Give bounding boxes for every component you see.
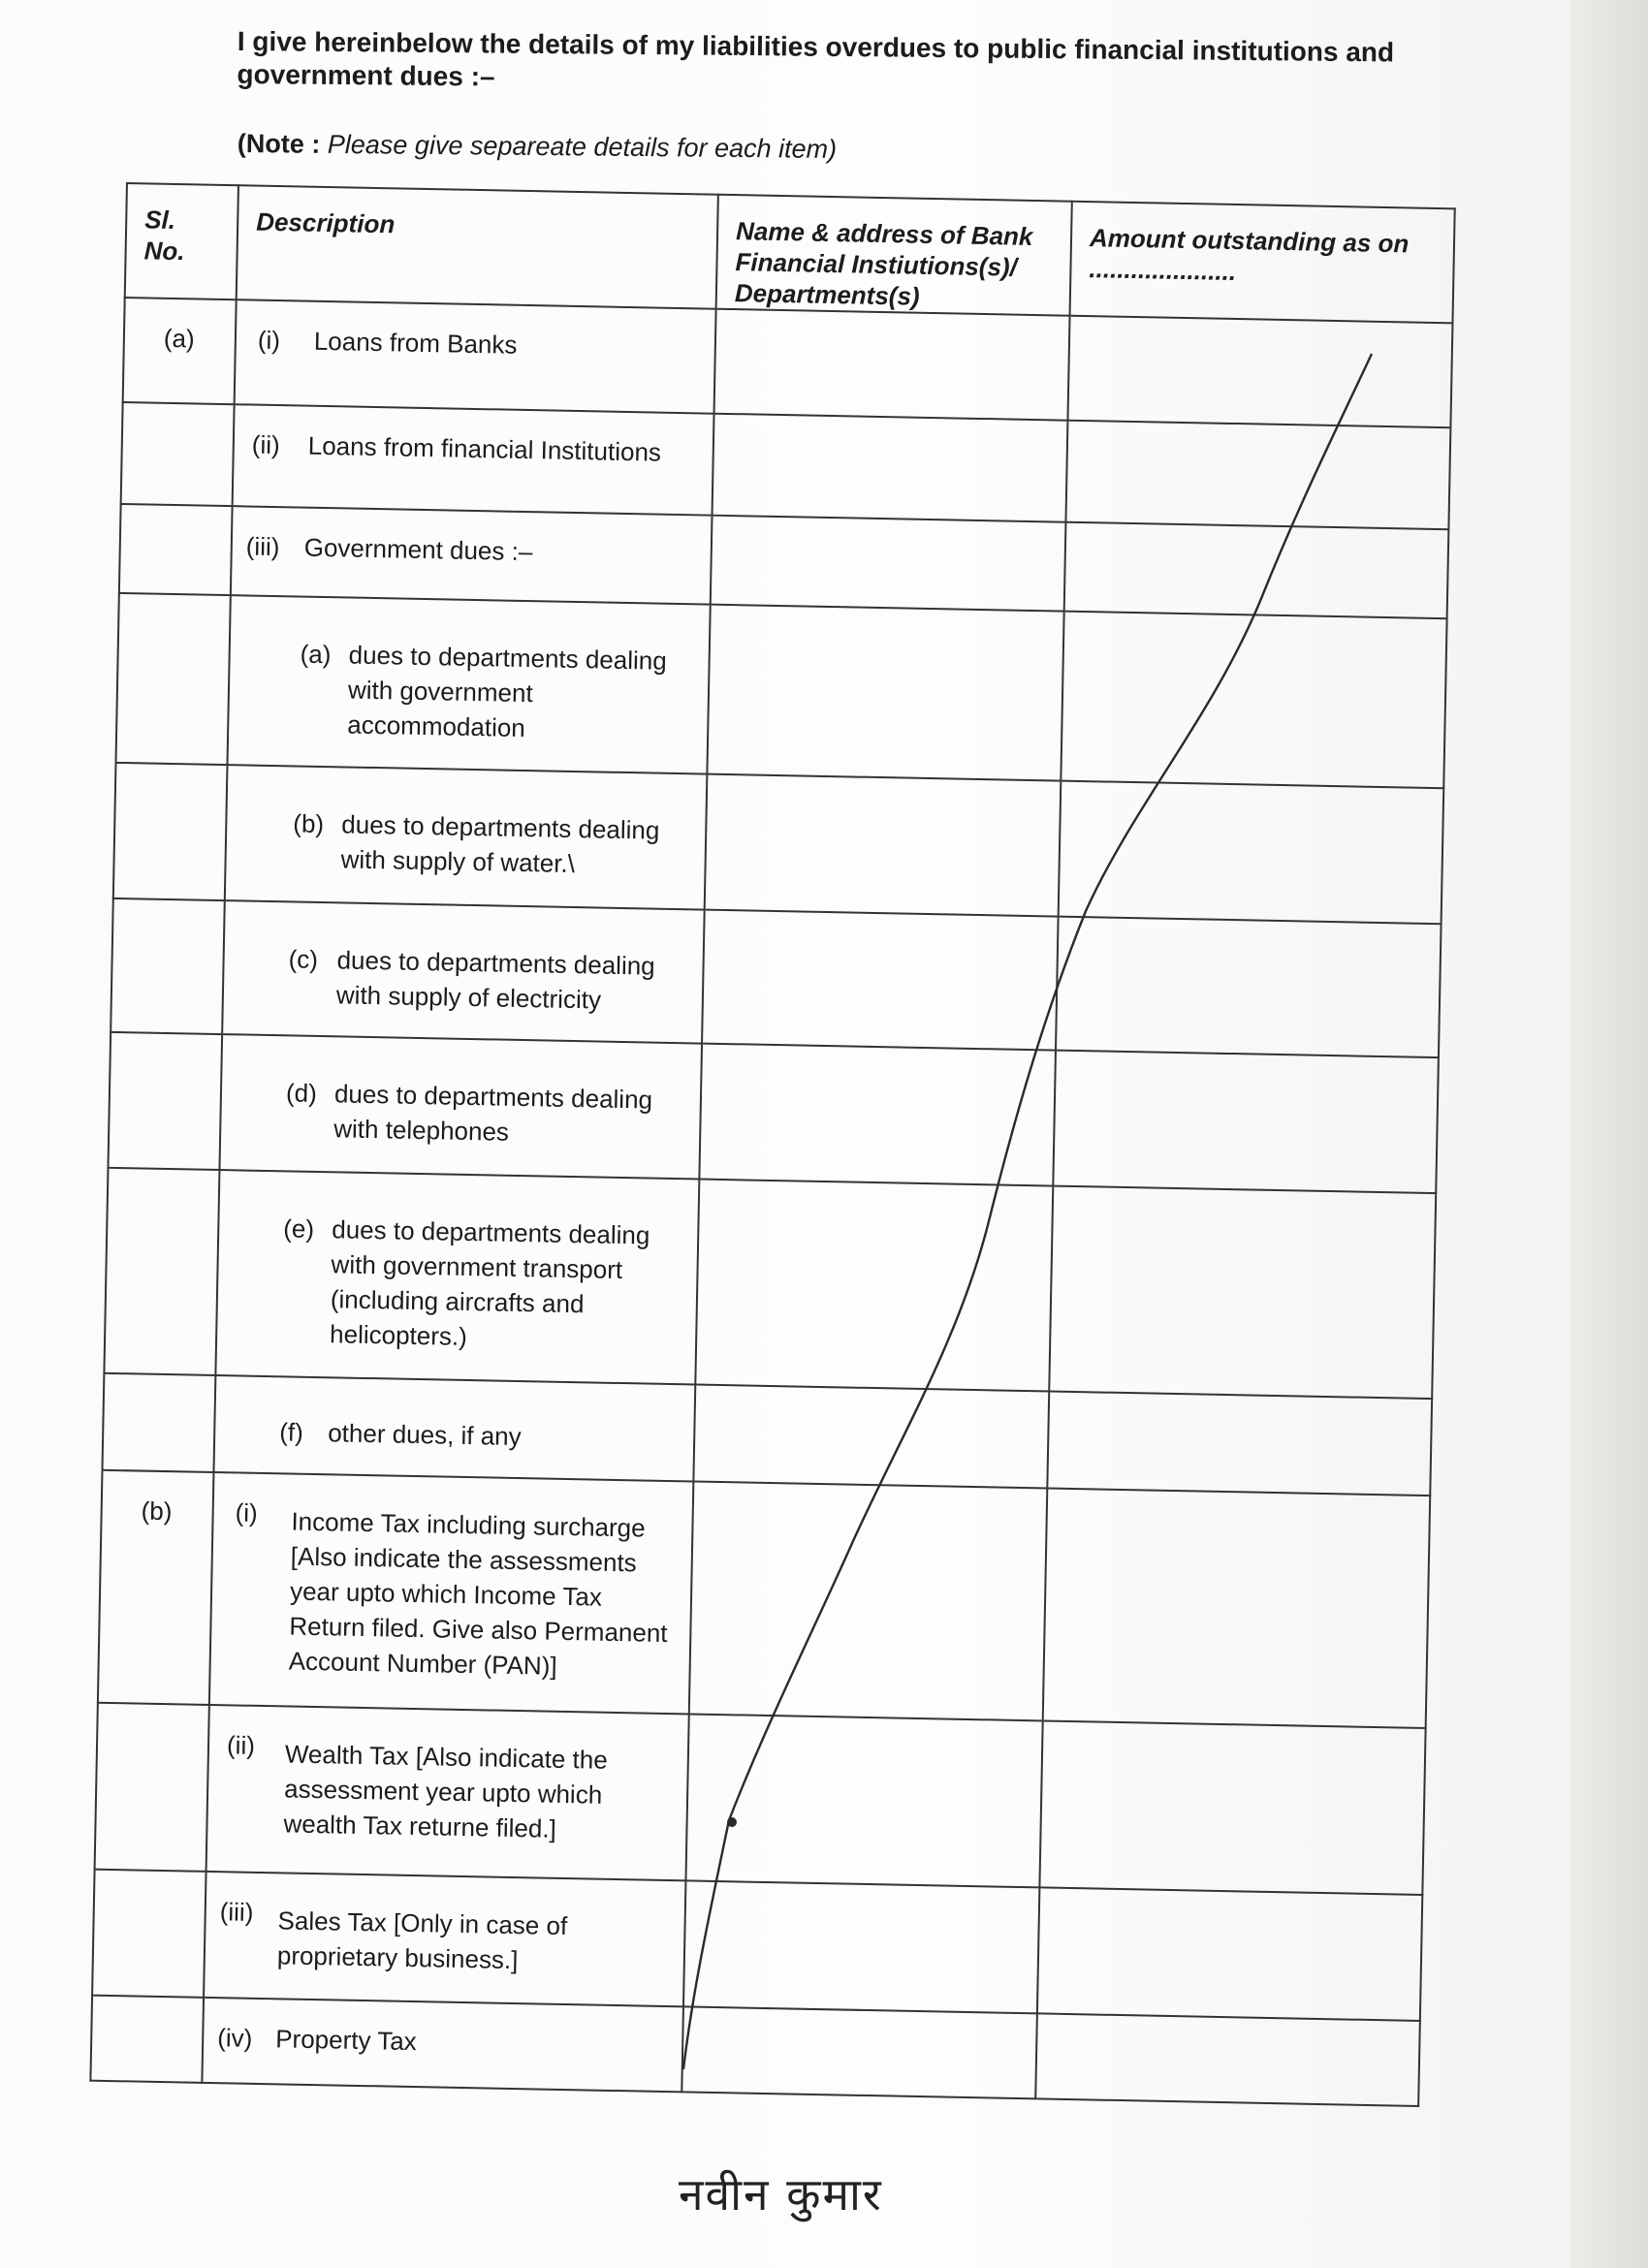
row-sl — [113, 763, 228, 900]
table-row — [104, 1168, 1436, 1399]
row-number: (d) — [285, 1078, 318, 1108]
table-row — [98, 1470, 1430, 1728]
liabilities-table — [89, 182, 1455, 2107]
row-name-cell[interactable] — [714, 309, 1070, 421]
row-name-cell[interactable] — [711, 516, 1066, 612]
table-row — [108, 1032, 1438, 1193]
signature: नवीन कुमार — [679, 2168, 883, 2221]
row-number: (ii) — [226, 1730, 256, 1760]
row-description — [204, 1872, 685, 2006]
row-description — [231, 506, 713, 604]
row-name-cell[interactable] — [713, 414, 1068, 522]
row-name-cell[interactable] — [695, 1180, 1053, 1392]
header-description: Description — [237, 185, 718, 308]
row-description — [215, 1170, 699, 1384]
row-name-cell[interactable] — [683, 1880, 1039, 2013]
row-text: Loans from financial Institutions — [307, 430, 662, 467]
row-sl — [102, 1373, 215, 1472]
row-text: Income Tax including surcharge [Also indicate the assessments year upto which Income Tax Return filed. Give also Permanent Account Number (PAN)] — [288, 1506, 668, 1681]
paper-edge — [1570, 0, 1648, 2268]
row-description — [235, 299, 716, 413]
row-sl — [92, 1870, 206, 1998]
row-description — [233, 404, 714, 515]
row-amount-cell[interactable] — [1053, 1051, 1439, 1194]
row-sl — [95, 1703, 209, 1872]
row-name-cell[interactable] — [699, 1044, 1056, 1186]
table-row — [92, 1870, 1422, 2021]
row-name-cell[interactable] — [707, 605, 1063, 781]
row-text: Wealth Tax [Also indicate the assessment year upto which wealth Tax returne filed.] — [283, 1739, 609, 1843]
row-name-cell[interactable] — [693, 1385, 1049, 1489]
row-description — [213, 1375, 695, 1481]
row-number: (c) — [288, 944, 319, 974]
row-sl: (b) — [98, 1470, 214, 1705]
row-text: Property Tax — [274, 2024, 418, 2057]
row-number: (e) — [283, 1213, 315, 1244]
row-number: (ii) — [251, 429, 280, 460]
row-number: (f) — [278, 1417, 304, 1447]
row-amount-cell[interactable] — [1047, 1392, 1432, 1496]
row-amount-cell[interactable] — [1067, 316, 1452, 428]
row-number: (iii) — [219, 1897, 254, 1927]
row-description — [222, 900, 705, 1043]
row-amount-cell[interactable] — [1037, 1887, 1422, 2021]
row-amount-cell[interactable] — [1035, 2013, 1420, 2106]
header-sl-no: Sl. No. — [125, 183, 238, 299]
row-number: (iv) — [216, 2023, 253, 2053]
note-label: (Note : — [237, 128, 321, 159]
table-row — [111, 898, 1441, 1057]
row-text: dues to departments dealing with government transport (including aircrafts and helicopters.) — [329, 1214, 650, 1351]
row-description — [219, 1034, 702, 1179]
row-amount-cell[interactable] — [1059, 781, 1444, 925]
page-heading: I give hereinbelow the details of my liabilities overdues to public financial institutions and government dues :– — [237, 25, 1395, 92]
row-text: dues to departments dealing with supply of electricity — [335, 945, 655, 1015]
row-text: dues to departments dealing with supply of water.\ — [340, 809, 660, 879]
row-number: (b) — [293, 808, 325, 839]
header-name-address: Name & address of Bank Financial Instiutions(s)/ Departments(s) — [716, 195, 1072, 316]
row-amount-cell[interactable] — [1039, 1720, 1425, 1895]
row-number: (i) — [257, 325, 281, 356]
note-text: Please give separeate details for each item) — [327, 129, 838, 164]
row-number: (i) — [235, 1497, 259, 1528]
row-amount-cell[interactable] — [1064, 522, 1449, 619]
table-row — [116, 593, 1447, 788]
row-text: other dues, if any — [327, 1418, 522, 1452]
table-row — [113, 763, 1443, 924]
row-amount-cell[interactable] — [1049, 1186, 1436, 1400]
row-text: Government dues :– — [303, 532, 533, 567]
table-row — [95, 1703, 1426, 1895]
row-sl: (a) — [123, 298, 237, 404]
row-sl — [90, 1996, 204, 2083]
row-text: dues to departments dealing with telephones — [333, 1079, 653, 1147]
row-description — [206, 1705, 689, 1880]
row-sl — [121, 402, 235, 506]
row-sl — [119, 504, 233, 595]
row-sl — [111, 898, 225, 1034]
row-amount-cell[interactable] — [1056, 917, 1442, 1058]
row-sl — [108, 1032, 222, 1170]
row-name-cell[interactable] — [681, 2006, 1037, 2098]
row-amount-cell[interactable] — [1065, 421, 1450, 530]
row-sl — [104, 1168, 219, 1375]
row-description — [202, 1998, 683, 2092]
row-amount-cell[interactable] — [1061, 612, 1446, 789]
row-description — [209, 1472, 694, 1714]
header-amount: Amount outstanding as on ..................... — [1070, 202, 1455, 324]
row-name-cell[interactable] — [705, 774, 1062, 917]
row-name-cell[interactable] — [689, 1481, 1048, 1720]
row-description — [225, 765, 708, 909]
liabilities-form — [89, 182, 1453, 2107]
row-amount-cell[interactable] — [1043, 1488, 1431, 1728]
row-name-cell[interactable] — [685, 1714, 1042, 1887]
row-text: dues to departments dealing with government accommodation — [347, 640, 668, 743]
row-number: (iii) — [245, 531, 280, 562]
row-description — [227, 595, 710, 773]
row-name-cell[interactable] — [702, 910, 1059, 1051]
row-text: Sales Tax [Only in case of proprietary business.] — [276, 1906, 568, 1975]
row-text: Loans from Banks — [313, 326, 518, 360]
row-sl — [116, 593, 231, 765]
row-number: (a) — [300, 639, 332, 670]
